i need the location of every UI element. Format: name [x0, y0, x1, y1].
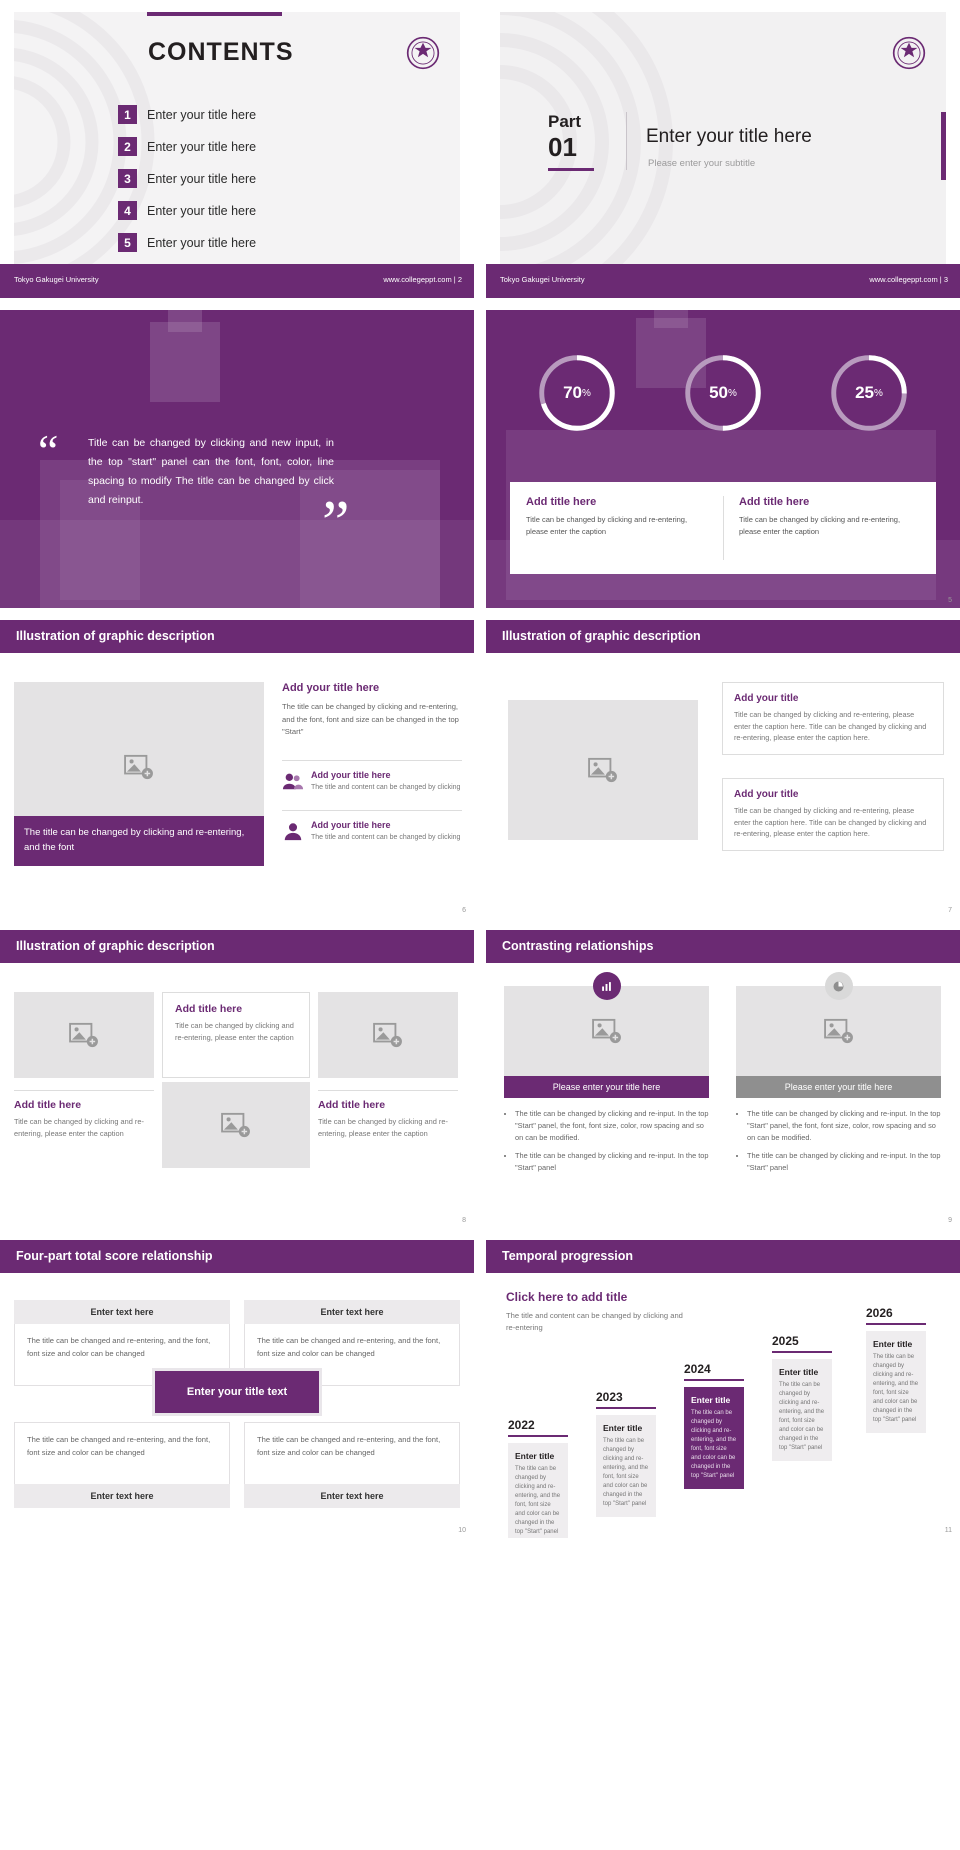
item-label: Enter your title here — [147, 107, 257, 122]
part-word: Part — [548, 112, 582, 131]
center-label[interactable]: Enter your title text — [152, 1368, 322, 1416]
image-placeholder[interactable] — [508, 700, 698, 840]
contrast-column — [504, 986, 709, 1180]
card-text: Title can be changed by clicking and re-entering, please enter the caption — [175, 1021, 294, 1042]
quadrant-body: The title can be changed and re-entering, and the font, font size and color can be changed — [244, 1324, 460, 1386]
slide-graphic-description-1[interactable] — [0, 620, 474, 918]
slide-header — [486, 1240, 960, 1273]
footer-university: Tokyo Gakugei University — [14, 275, 99, 284]
image-placeholder[interactable] — [162, 1082, 310, 1168]
card-title: Add title here — [175, 1003, 243, 1015]
image-placeholder-icon — [124, 754, 154, 780]
stat-ring — [828, 352, 910, 434]
step-year: 2024 — [684, 1362, 711, 1376]
stat-ring — [682, 352, 764, 434]
page-number: 10 — [458, 1527, 466, 1534]
list-item[interactable] — [118, 201, 256, 220]
stat-card[interactable] — [510, 482, 723, 574]
step-year: 2025 — [772, 1334, 799, 1348]
step-text: The title can be changed by clicking and re-entering, and the font, font size and color can be changed in the top "Start" panel — [691, 1410, 737, 1479]
slide-graphic-description-3[interactable] — [0, 930, 474, 1228]
quadrant[interactable] — [244, 1422, 460, 1508]
item-number: 5 — [118, 233, 137, 252]
quadrant-body: The title can be changed and re-entering, and the font, font size and color can be changed — [14, 1324, 230, 1386]
step-year: 2026 — [866, 1306, 893, 1320]
image-placeholder-icon — [824, 1018, 854, 1044]
step-card — [596, 1415, 656, 1517]
item-number: 3 — [118, 169, 137, 188]
item-text: The title and content can be changed by clicking — [311, 834, 461, 841]
step-card-active — [684, 1387, 744, 1489]
users-icon — [282, 770, 304, 792]
slide-header — [0, 930, 474, 963]
timeline-step[interactable] — [772, 1334, 832, 1461]
page-number: 11 — [944, 1527, 952, 1534]
quadrant-body: The title can be changed and re-entering, and the font, font size and color can be changed — [244, 1422, 460, 1484]
slide-timeline[interactable] — [486, 1240, 960, 1538]
card-text: Title can be changed by clicking and re-entering, please enter the caption — [739, 515, 901, 536]
item-number: 2 — [118, 137, 137, 156]
item-label: Enter your title here — [147, 139, 257, 154]
divider — [626, 112, 627, 170]
card-text: Title can be changed by clicking and re-entering, please enter the caption — [14, 1117, 144, 1138]
card-title: Add title here — [318, 1099, 386, 1111]
step-card — [866, 1331, 926, 1433]
timeline-step[interactable] — [684, 1362, 744, 1489]
main-text-block — [282, 682, 462, 739]
slide-header — [486, 620, 960, 653]
slide-graphic-description-2[interactable] — [486, 620, 960, 918]
card-title: Add title here — [526, 496, 597, 508]
pie-icon — [825, 972, 853, 1000]
feature-item[interactable] — [282, 770, 460, 794]
university-seal-icon — [892, 36, 926, 70]
step-year: 2023 — [596, 1390, 623, 1404]
item-label: Enter your title here — [147, 171, 257, 186]
user-icon — [282, 820, 304, 842]
slide-row-5 — [0, 1240, 960, 1550]
slide-row-4 — [0, 930, 960, 1240]
quote-close-icon: ” — [322, 489, 350, 557]
section-subtitle: Please enter your subtitle — [648, 158, 756, 169]
quadrant-body: The title can be changed and re-entering, and the font, font size and color can be changed — [14, 1422, 230, 1484]
list-item[interactable] — [118, 169, 256, 188]
list-item[interactable] — [118, 137, 256, 156]
page-number: 9 — [948, 1217, 952, 1224]
chart-icon — [593, 972, 621, 1000]
step-title: Enter title — [691, 1395, 731, 1405]
step-rule — [866, 1323, 926, 1325]
page-title: CONTENTS — [148, 38, 294, 66]
left-card[interactable] — [14, 1090, 154, 1140]
center-card[interactable] — [162, 992, 310, 1078]
card-title: Add title here — [14, 1099, 82, 1111]
footer-url: www.collegeppt.com | 2 — [383, 275, 462, 284]
quote-text: Title can be changed by clicking and new input, in the top "start" panel can the font, font, color, line spacing to modify The title can be changed by click and reinput. — [88, 437, 334, 506]
slide-section-cover[interactable] — [486, 0, 960, 298]
bullet: • The title can be changed by clicking and re-input. In the top "Start" panel — [515, 1150, 709, 1174]
bullet-list — [736, 1108, 941, 1174]
title-rule — [147, 12, 282, 16]
block-title: Add your title here — [282, 682, 380, 694]
accent-bar — [941, 112, 946, 180]
quadrant-head: Enter text here — [244, 1484, 460, 1508]
item-label: Enter your title here — [147, 235, 257, 250]
footer-university: Tokyo Gakugei University — [500, 275, 585, 284]
item-title: Add your title here — [311, 770, 391, 780]
text-box[interactable] — [722, 778, 944, 851]
contents-list — [118, 105, 256, 265]
part-rule — [548, 168, 594, 171]
image-placeholder-icon — [69, 1022, 99, 1048]
item-text: The title and content can be changed by clicking — [311, 784, 461, 791]
feature-item[interactable] — [282, 820, 460, 844]
page-number: 6 — [462, 907, 466, 914]
part-number: 01 — [548, 132, 577, 162]
timeline-step[interactable] — [866, 1306, 926, 1433]
slide-footer — [0, 264, 474, 298]
divider — [282, 760, 462, 761]
image-placeholder-icon — [588, 757, 618, 783]
stat-card[interactable] — [723, 482, 936, 574]
section-title: Enter your title here — [646, 126, 812, 147]
slide-contents[interactable] — [0, 0, 474, 298]
step-title: Enter title — [515, 1451, 555, 1461]
quadrant-head: Enter text here — [244, 1300, 460, 1324]
header-title: Four-part total score relationship — [16, 1249, 213, 1263]
step-card — [508, 1443, 568, 1538]
bullet-list — [504, 1108, 709, 1174]
header-title: Illustration of graphic description — [502, 629, 701, 643]
contrast-column — [736, 986, 941, 1180]
block-text: The title can be changed by clicking and re-entering, and the font, font and size can be changed in the top "Start" — [282, 702, 459, 736]
slide-four-part[interactable] — [0, 1240, 474, 1538]
box-title: Add your title — [734, 693, 799, 704]
column-title-bar: Please enter your title here — [504, 1076, 709, 1098]
stat-cards — [510, 482, 936, 574]
slide-footer — [486, 264, 960, 298]
quadrant[interactable] — [14, 1422, 230, 1508]
column-title-bar: Please enter your title here — [736, 1076, 941, 1098]
header-title: Illustration of graphic description — [16, 939, 215, 953]
step-rule — [508, 1435, 568, 1437]
image-placeholder[interactable] — [318, 992, 458, 1078]
list-item[interactable] — [118, 105, 256, 124]
item-title: Add your title here — [311, 820, 391, 830]
page-number: 5 — [948, 597, 952, 604]
step-rule — [684, 1379, 744, 1381]
step-rule — [772, 1351, 832, 1353]
step-year: 2022 — [508, 1418, 535, 1432]
step-text: The title can be changed by clicking and re-entering, and the font, font size and color can be changed in the top "Start" panel — [779, 1382, 825, 1451]
step-title: Enter title — [603, 1423, 643, 1433]
image-placeholder[interactable] — [14, 992, 154, 1078]
image-caption: The title can be changed by clicking and re-entering, and the font — [14, 816, 264, 866]
quadrant-head: Enter text here — [14, 1300, 230, 1324]
slide-row-3 — [0, 620, 960, 930]
header-title: Illustration of graphic description — [16, 629, 215, 643]
timeline-step[interactable] — [508, 1418, 568, 1538]
stat-value: 70 % — [563, 383, 591, 402]
box-text: Title can be changed by clicking and re-entering, please enter the caption here. Title can be changed by clicking and re-entering, please enter the caption here. — [734, 806, 927, 838]
stat-value: 25 % — [855, 383, 883, 402]
card-text: Title can be changed by clicking and re-entering, please enter the caption — [526, 515, 688, 536]
quadrant-head: Enter text here — [14, 1484, 230, 1508]
stat-ring — [536, 352, 618, 434]
card-text: Title can be changed by clicking and re-entering, please enter the caption — [318, 1117, 448, 1138]
header-title: Contrasting relationships — [502, 939, 654, 953]
image-placeholder-icon — [221, 1112, 251, 1138]
bullet: • The title can be changed by clicking and re-input. In the top "Start" panel, the font, font size, color, row spacing and so on can be modified. — [747, 1108, 941, 1144]
image-placeholder-icon — [373, 1022, 403, 1048]
step-text: The title can be changed by clicking and re-entering, and the font, font size and color can be changed in the top "Start" panel — [603, 1438, 649, 1507]
bullet: • The title can be changed by clicking and re-input. In the top "Start" panel — [747, 1150, 941, 1174]
bullet: • The title can be changed by clicking and re-input. In the top "Start" panel, the font, font size, color, row spacing and so on can be modified. — [515, 1108, 709, 1144]
step-title: Enter title — [873, 1339, 913, 1349]
university-seal-icon — [406, 36, 440, 70]
stat-value: 50 % — [709, 383, 737, 402]
divider — [282, 810, 462, 811]
slide-subtitle: The title and content can be changed by clicking and re-entering — [506, 1311, 683, 1332]
slide-title: Click here to add title — [506, 1290, 628, 1304]
quote-open-icon: “ — [38, 425, 59, 476]
item-number: 1 — [118, 105, 137, 124]
card-title: Add title here — [739, 496, 810, 508]
header-title: Temporal progression — [502, 1249, 634, 1263]
slide-quote[interactable] — [0, 310, 474, 608]
timeline-step[interactable] — [596, 1390, 656, 1517]
page-number: 8 — [462, 1217, 466, 1224]
item-label: Enter your title here — [147, 203, 257, 218]
step-text: The title can be changed by clicking and re-entering, and the font, font size and color can be changed in the top "Start" panel — [873, 1354, 919, 1423]
step-card — [772, 1359, 832, 1461]
page-number: 7 — [948, 907, 952, 914]
footer-url: www.collegeppt.com | 3 — [869, 275, 948, 284]
slide-header — [0, 1240, 474, 1273]
text-box[interactable] — [722, 682, 944, 755]
step-rule — [596, 1407, 656, 1409]
step-title: Enter title — [779, 1367, 819, 1377]
box-text: Title can be changed by clicking and re-entering, please enter the caption here. Title can be changed by clicking and re-entering, please enter the caption here. — [734, 710, 927, 742]
image-placeholder-icon — [592, 1018, 622, 1044]
slide-contrast[interactable] — [486, 930, 960, 1228]
slide-header — [0, 620, 474, 653]
step-text: The title can be changed by clicking and re-entering, and the font, font size and color can be changed in the top "Start" panel — [515, 1466, 561, 1535]
list-item[interactable] — [118, 233, 256, 252]
item-number: 4 — [118, 201, 137, 220]
box-title: Add your title — [734, 789, 799, 800]
slide-header — [486, 930, 960, 963]
slide-row-1 — [0, 0, 960, 310]
slide-row-2 — [0, 310, 960, 620]
right-card[interactable] — [318, 1090, 458, 1140]
slide-statistics[interactable] — [486, 310, 960, 608]
